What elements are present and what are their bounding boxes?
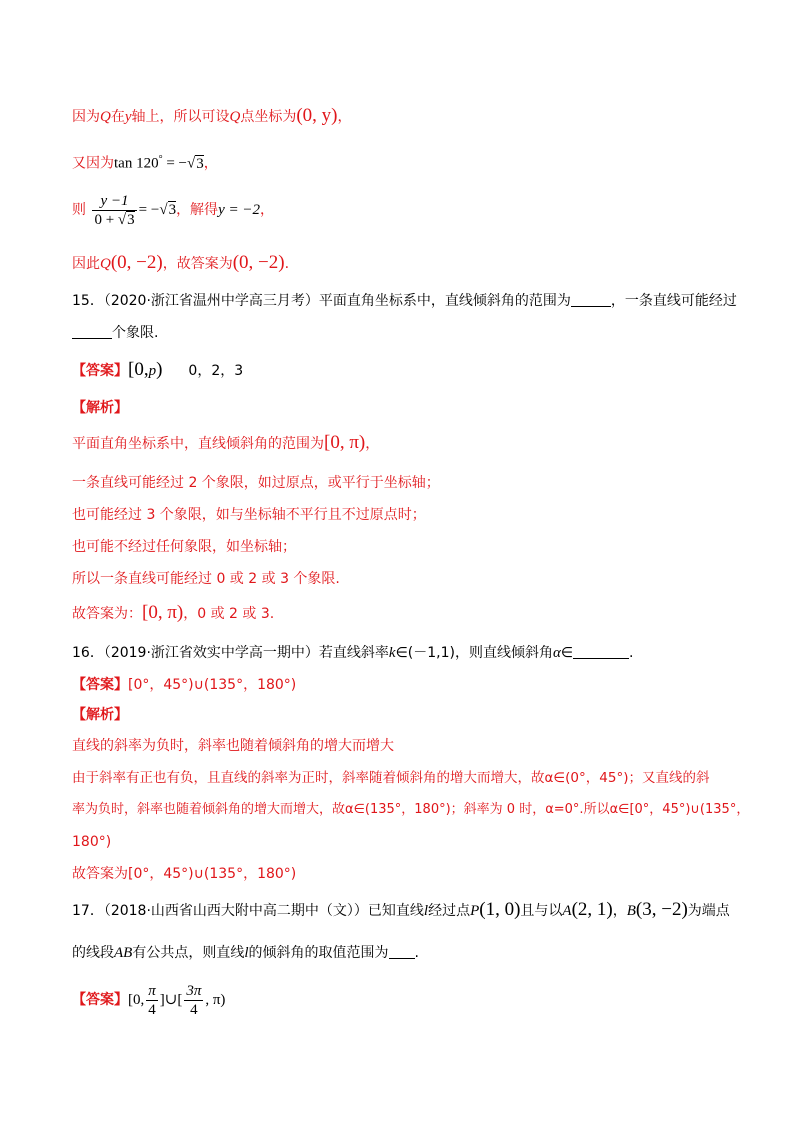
coordinate: (0, y) — [296, 105, 338, 126]
text: ， — [259, 202, 274, 218]
answer-label: 【答案】 — [72, 992, 128, 1008]
cont-line-3: 则 $\frac{y -1}{0 + √3}$ = −√3，解得y = −2， — [72, 192, 274, 228]
q16-analysis-1 — [72, 736, 394, 756]
fraction — [146, 982, 158, 1019]
analysis-text: 故答案为： — [72, 606, 142, 622]
analysis-text: 所以一条直线可能经过 0 或 2 或 3 个象限. — [72, 571, 340, 587]
q17-answer — [72, 978, 225, 1022]
q16-final-answer — [72, 864, 296, 884]
math-var: l — [244, 945, 249, 961]
text: 点坐标为 — [240, 109, 297, 125]
sqrt-value: 3 — [168, 202, 177, 218]
fraction-numerator: 3π — [186, 982, 202, 999]
math-var: k — [388, 645, 396, 661]
analysis-label: 【解析】 — [72, 707, 128, 723]
text: 因为 — [72, 109, 100, 125]
cont-line-1 — [72, 106, 352, 127]
analysis-text: 率为负时，斜率也随着倾斜角的增大而增大，故α∈(135°，180°)；斜率为 0 时，α=0°.所以α∈[0°，45°)∪(135°， — [72, 802, 750, 817]
text: ， — [337, 109, 352, 125]
analysis-text: 直线的斜率为负时，斜率也随着倾斜角的增大而增大 — [72, 738, 394, 754]
answer-interval: [0, — [128, 359, 149, 380]
math-expr: = − — [138, 202, 160, 218]
q15-answer — [72, 360, 243, 381]
math-var: α — [552, 645, 561, 661]
q15-analysis-5 — [72, 569, 340, 589]
math-var: Q — [100, 256, 111, 272]
coordinate: (3, −2) — [635, 899, 688, 920]
analysis-text: 平面直角坐标系中，直线倾斜角的范围为 — [72, 436, 324, 452]
interval: [0, π) — [142, 602, 184, 623]
analysis-label: 【解析】 — [72, 400, 128, 416]
q17-stem-line-2 — [72, 943, 419, 963]
question-text: 且与以 — [520, 903, 563, 919]
question-text: 16．（2019·浙江省效实中学高一期中）若直线斜率 — [72, 645, 389, 661]
sqrt-value: 3 — [196, 155, 204, 172]
analysis-text: 故答案为[0°，45°)∪(135°，180°) — [72, 866, 297, 882]
analysis-text: ，0 或 2 或 3. — [183, 606, 275, 622]
interval: [0, π) — [324, 432, 366, 453]
answer-label: 【答案】 — [72, 677, 128, 693]
answer-blank — [571, 292, 611, 307]
question-text: 17．（2018·山西省山西大附中高二期中（文））已知直线 — [72, 903, 424, 919]
answer-blank — [72, 324, 112, 339]
question-text: . — [629, 645, 634, 661]
math-var: Q — [100, 109, 111, 125]
degree-sign: ° — [158, 154, 163, 165]
q16-analysis-3 — [72, 800, 749, 820]
sqrt-value: 3 — [127, 211, 135, 228]
coordinate: (1, 0) — [479, 899, 521, 920]
math-var: B — [626, 903, 636, 919]
fraction-denominator: 4 — [148, 1001, 156, 1018]
q16-analysis-2 — [72, 768, 709, 788]
q15-analysis-3 — [72, 505, 426, 525]
math-expr: [0, — [128, 992, 145, 1008]
fraction: $\frac{y -1}{0 + √3}$ — [94, 192, 135, 228]
text: ，解得 — [176, 202, 219, 218]
text: 在 — [110, 109, 125, 125]
text: ，故答案为 — [162, 256, 233, 272]
q15-analysis-label — [72, 398, 128, 418]
fraction-numerator: π — [148, 982, 156, 999]
text: 又因为 — [72, 155, 114, 172]
answer-label: 【答案】 — [72, 363, 128, 379]
q15-stem-line-1 — [72, 291, 737, 311]
question-text: ， — [612, 903, 627, 919]
math-var: A — [562, 903, 572, 919]
math-var: AB — [114, 945, 133, 961]
text: ， — [203, 155, 218, 172]
q16-analysis-label — [72, 705, 128, 725]
math-var: p — [148, 363, 157, 379]
fraction — [184, 982, 203, 1019]
question-text: 为端点 — [687, 903, 730, 919]
math-expr: ]∪[ — [159, 992, 183, 1008]
coordinate: (0, −2) — [110, 252, 163, 273]
q15-analysis-1 — [72, 433, 379, 454]
text: 轴上，所以可设 — [131, 109, 230, 125]
analysis-text: 也可能不经过任何象限，如坐标轴； — [72, 539, 296, 555]
analysis-text: 180°) — [72, 834, 112, 850]
coordinate: (2, 1) — [571, 899, 613, 920]
analysis-text: 由于斜率有正也有负，且直线的斜率为正时，斜率随着倾斜角的增大而增大，故α∈(0°，45°)；又直线的斜 — [72, 770, 710, 786]
question-text: 有公共点，则直线 — [132, 945, 245, 961]
coordinate: (0, −2) — [232, 252, 285, 273]
q17-stem-line-1 — [72, 900, 730, 921]
fraction-denominator: 4 — [190, 1001, 198, 1018]
q15-stem-line-2 — [72, 323, 158, 343]
question-text: 个象限. — [112, 325, 159, 341]
q15-final-answer — [72, 603, 274, 624]
question-text: ，一条直线可能经过 — [610, 293, 737, 309]
fraction-denominator: 0 + — [94, 211, 118, 228]
answer-blank — [389, 944, 415, 959]
analysis-text: 也可能经过 3 个象限，如与坐标轴不平行且不过原点时； — [72, 507, 426, 523]
q16-analysis-4 — [72, 832, 111, 852]
analysis-text: 一条直线可能经过 2 个象限，如过原点，或平行于坐标轴； — [72, 475, 440, 491]
question-text: ∈(－1,1)，则直线倾斜角 — [395, 645, 553, 661]
math-expr: tan 120 — [114, 155, 159, 172]
q16-stem — [72, 643, 634, 663]
cont-line-4 — [72, 253, 289, 274]
answer-value: 0，2，3 — [188, 363, 244, 379]
question-text: ∈ — [560, 645, 574, 661]
text: . — [284, 256, 290, 272]
math-var: y — [124, 109, 132, 125]
analysis-text: ， — [365, 436, 380, 452]
question-text: 的倾斜角的取值范围为 — [248, 945, 389, 961]
solution: y = −2 — [218, 202, 260, 218]
question-text: 的线段 — [72, 945, 114, 961]
question-text: 经过点 — [428, 903, 471, 919]
text: 因此 — [72, 256, 100, 272]
text: 则 — [72, 202, 86, 218]
question-text: . — [414, 945, 419, 961]
answer-blank — [573, 644, 629, 659]
question-text: 15．（2020·浙江省温州中学高三月考）平面直角坐标系中，直线倾斜角的范围为 — [72, 293, 571, 309]
math-var: P — [470, 903, 480, 919]
q15-analysis-4 — [72, 537, 296, 557]
q16-answer — [72, 675, 296, 695]
math-expr: = − — [162, 155, 187, 172]
math-expr: , π) — [205, 992, 226, 1008]
cont-line-2: 又因为tan 120° = −√3， — [72, 154, 218, 172]
math-var: Q — [229, 109, 241, 125]
q15-analysis-2 — [72, 473, 440, 493]
fraction-numerator: y −1 — [92, 192, 136, 211]
math-var: l — [423, 903, 429, 919]
bracket: ) — [156, 359, 163, 380]
answer-value: [0°，45°)∪(135°，180°) — [128, 677, 297, 693]
